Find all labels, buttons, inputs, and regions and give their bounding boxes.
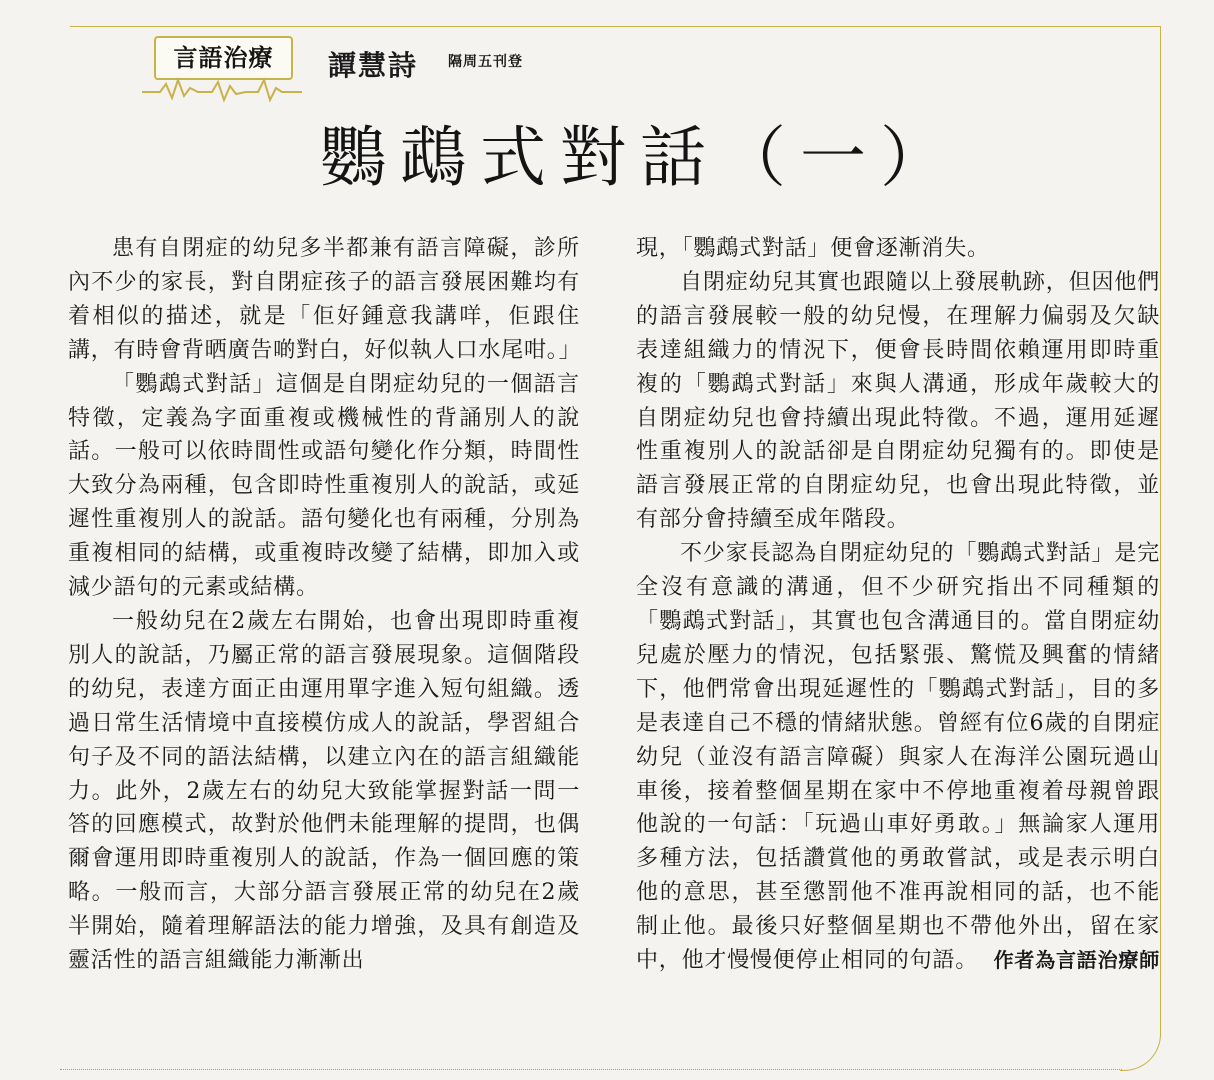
right-column — [636, 232, 1160, 978]
left-column — [68, 232, 580, 978]
top-rule — [70, 26, 1160, 27]
heartbeat-wave-icon — [142, 74, 302, 104]
paragraph: 患有自閉症的幼兒多半都兼有語言障礙，診所內不少的家長，對自閉症孩子的語言發展困難均有着相似的描述，就是「佢好鍾意我講咩，佢跟住講，有時會背晒廣告啲對白，好似執人口水尾咁。」 — [68, 236, 582, 363]
paragraph: 自閉症幼兒其實也跟隨以上發展軌跡，但因他們的語言發展較一般的幼兒慢，在理解力偏弱及欠缺表達組織力的情況下，便會長時間依賴運用即時重複的「鸚鵡式對話」來與人溝通，形成年歲較大的自閉症幼兒也會持續出現此特徵。不過，運用延遲性重複別人的說話卻是自閉症幼兒獨有的。即使是語言發展正常的自閉症幼兒，也會出現此特徵，並有部分會持續至成年階段。 — [636, 269, 1160, 533]
column-name: 言語治療 — [154, 36, 293, 80]
paragraph: 不少家長認為自閉症幼兒的「鸚鵡式對話」是完全沒有意識的溝通，但不少研究指出不同種類的「鸚鵡式對話」，其實也包含溝通目的。當自閉症幼兒處於壓力的情況，包括緊張、驚慌及興奮的情緒下，他們常會出現延遲性的「鸚鵡式對話」，目的多是表達自己不穩的情緒狀態。曾經有位6歲的自閉症幼兒（並沒有語言障礙）與家人在海洋公園玩過山車後，接着整個星期在家中不停地重複着母親曾跟他說的一句話：「玩過山車好勇敢。」無論家人運用多種方法，包括讚賞他的勇敢嘗試，或是表示明白他的意思，甚至懲罰他不准再說相同的話，也不能制止他。最後只好整個星期也不帶他外出，留在家中，他才慢慢便停止相同的句語。 — [636, 541, 1160, 974]
paragraph: 現，「鸚鵡式對話」便會逐漸消失。 — [636, 236, 990, 261]
paragraph: 「鸚鵡式對話」這個是自閉症幼兒的一個語言特徵，定義為字面重複或機械性的背誦別人的說話。一般可以依時間性或語句變化作分類，時間性大致分為兩種，包含即時性重複別人的說話，或延遲性重複別人的說話。語句變化也有兩種，分別為重複相同的結構，或重複時改變了結構，即加入或減少語句的元素或結構。 — [68, 371, 580, 601]
article-title: 鸚鵡式對話（一） — [320, 119, 960, 196]
author-byline: 作者為言語治療師 — [993, 948, 1160, 973]
right-rule — [1160, 26, 1161, 1036]
corner-curve — [1120, 1034, 1161, 1071]
paragraph: 一般幼兒在2歲左右開始，也會出現即時重複別人的說話，乃屬正常的語言發展現象。這個階段的幼兒，表達方面正由運用單字進入短句組織。透過日常生活情境中直接模仿成人的說話，學習組合句子及不同的語法結構，以建立內在的語言組織能力。此外，2歲左右的幼兒大致能掌握對話一問一答的回應模式，故對於他們未能理解的提問，也偶爾會運用即時重複別人的說話，作為一個回應的策略。一般而言，大部分語言發展正常的幼兒在2歲半開始，隨着理解語法的能力增強，及具有創造及靈活性的語言組織能力漸漸出 — [68, 608, 580, 974]
bottom-rule — [60, 1069, 1122, 1070]
author-name: 譚慧詩 — [328, 49, 419, 82]
publish-schedule: 隔周五刊登 — [448, 54, 523, 70]
column-badge — [142, 30, 302, 102]
